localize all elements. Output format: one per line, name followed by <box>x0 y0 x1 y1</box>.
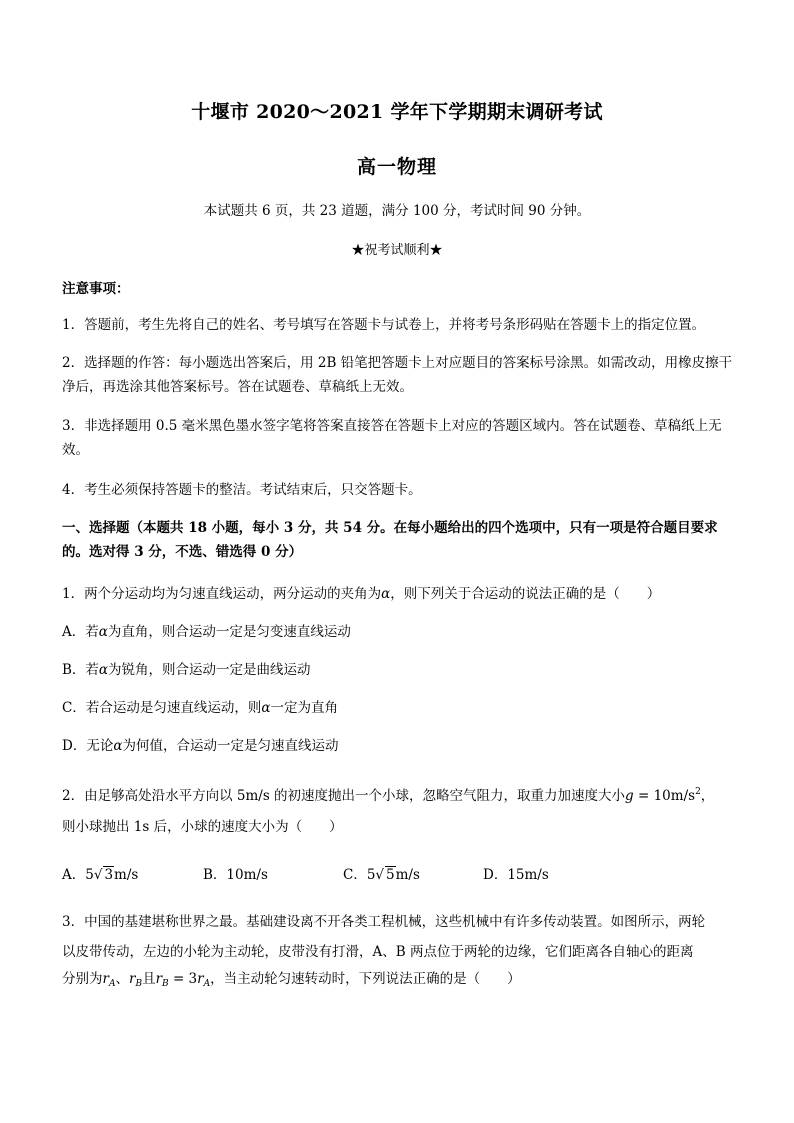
note-item: 4．考生必须保持答题卡的整洁。考试结束后，只交答题卡。 <box>62 482 422 498</box>
subject-title: 高一物理 <box>356 156 437 178</box>
exam-info: 本试题共 6 页，共 23 道题，满分 100 分，考试时间 90 分钟。 <box>203 203 591 219</box>
section-heading: 一、选择题（本题共 18 小题，每小 3 分，共 54 分。在每小题给出的四个选项中，只有一项是符合题目要求的。选对得 3 分，不选、错选得 0 分） <box>62 520 718 560</box>
question-3-line2: 以皮带传动，左边的小轮为主动轮，皮带没有打滑，A、B 两点位于两轮的边缘，它们距离各自轴心的距离 <box>62 944 694 960</box>
question-3-line1: 3．中国的基建堪称世界之最。基础建设离不开各类工程机械，这些机械中有许多传动装置。如图所示，两轮 <box>62 914 706 930</box>
sqrt-symbol: √ <box>375 867 385 883</box>
note-item: 2．选择题的作答：每小题选出答案后，用 2B 铅笔把答题卡上对应题目的答案标号涂黑。如需改动，用橡皮擦干净后，再选涂其他答案标号。答在试题卷、草稿纸上无效。 <box>62 355 733 395</box>
question-1-option-b: B．若α为锐角，则合运动一定是曲线运动 <box>62 662 311 678</box>
question-2-option-d: D．15m/s <box>483 867 549 883</box>
question-2-stem-line2: 则小球抛出 1s 后，小球的速度大小为（ ） <box>62 819 343 835</box>
question-2-option-c: C．5√ 5m/s <box>343 867 420 883</box>
good-luck-line: ★祝考试顺利★ <box>351 243 443 258</box>
question-1-stem: 1．两个分运动均为匀速直线运动，两分运动的夹角为α，则下列关于合运动的说法正确的是（ ） <box>62 586 661 602</box>
question-1-option-a: A．若α为直角，则合运动一定是匀变速直线运动 <box>62 624 351 640</box>
sqrt-symbol: √ <box>93 867 103 883</box>
notes-heading: 注意事项： <box>62 281 130 297</box>
question-1-option-c: C．若合运动是匀速直线运动，则α一定为直角 <box>62 700 338 716</box>
question-1-option-d: D．无论α为何值，合运动一定是匀速直线运动 <box>62 738 339 754</box>
question-2-stem-line1: 2．由足够高处沿水平方向以 5m/s 的初速度抛出一个小球，忽略空气阻力，取重力加速度大小$g = 10m/s^2$， <box>62 787 715 804</box>
exam-title: 十堰市 2020～2021 学年下学期期末调研考试 <box>191 101 603 123</box>
question-2-option-b: B．10m/s <box>203 867 268 883</box>
note-item: 1．答题前，考生先将自己的姓名、考号填写在答题卡与试卷上，并将考号条形码贴在答题卡上的指定位置。 <box>62 317 706 333</box>
question-3-line3: 分别为$r_A$、$r_B$且$r_B = 3r_A$，当主动轮匀速转动时，下列说法正确的是（ ） <box>62 971 521 989</box>
question-2-option-a: A．5√ 3m/s <box>62 867 139 883</box>
note-item: 3．非选择题用 0.5 毫米黑色墨水签字笔将答案直接答在答题卡上对应的答题区域内。答在试题卷、草稿纸上无效。 <box>62 418 722 458</box>
